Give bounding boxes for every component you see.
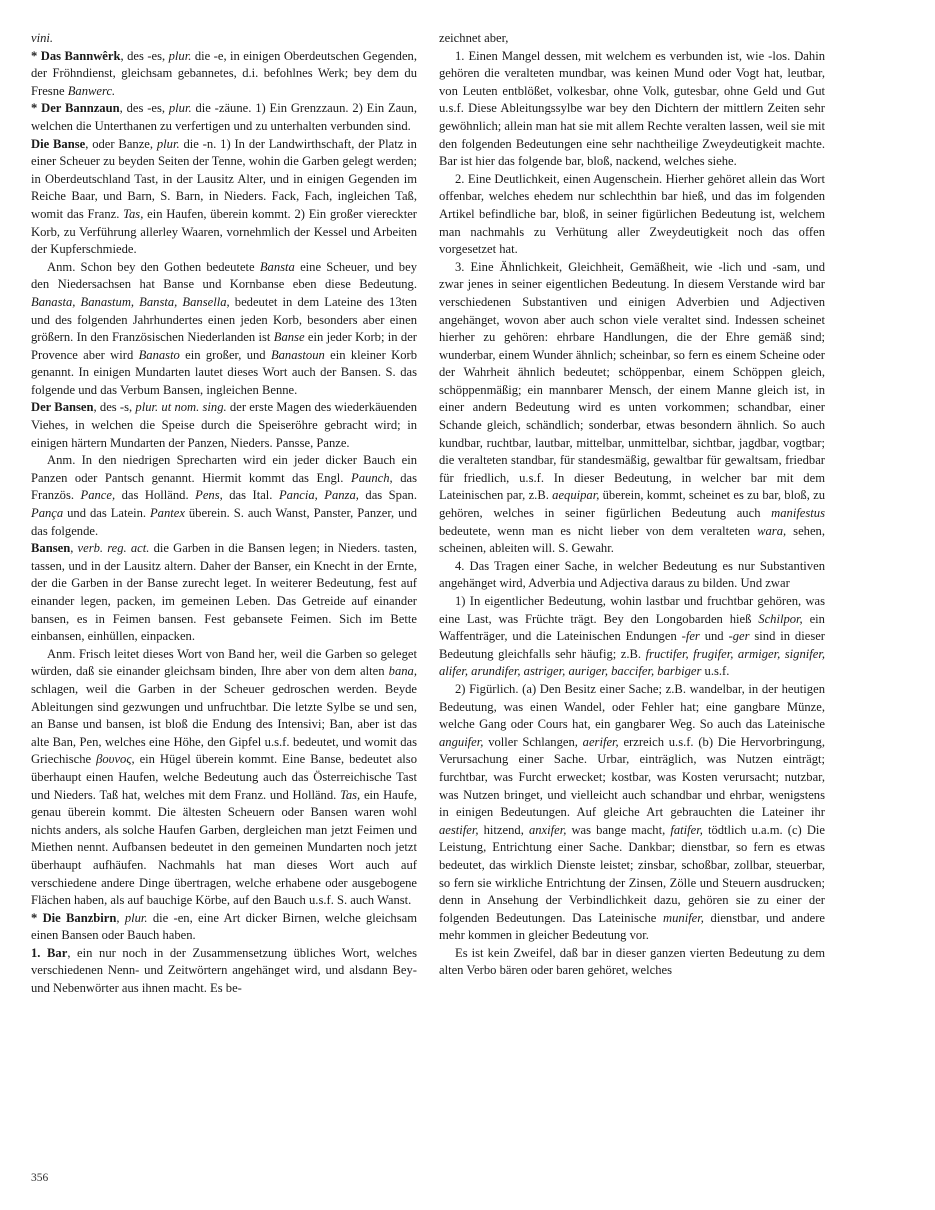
text-run: sehen, scheinen, ableiten will. S. Gewahr. <box>439 523 825 556</box>
italic-text: Pantex <box>149 506 185 521</box>
text-run: ein großer, und <box>179 347 271 362</box>
text-run: 2. Eine Deutlichkeit, einen Augenschein. Hierher gehöret allein das Wort offenbar, welches ehedem nur schlechthin bar hieß, und das im folgenden Artikel befindliche bar, bloß, in seiner figürlichen Bedeutung ist, welchem man nachmahls zu Verhütung aller Zweydeutigkeit noch das offen vorgesetzet hat. <box>439 171 825 257</box>
text-run: ein jeder Korb; in der Provence aber wird <box>31 330 417 362</box>
text-run: die -en, eine Art dicker Birnen, welche gleichsam einen Bansen oder Bauch haben. <box>31 910 417 943</box>
right-note-paragraph <box>439 593 825 681</box>
text-run: ein Waffenträger, und die Lateinischen Endungen <box>439 611 825 644</box>
text-run: eine Scheuer, und bey den Niedersachsen hat Banse und Kornbanse eben diese Bedeutung. <box>31 259 417 292</box>
text-run: die -n. 1) In der Landwirthschaft, der Platz in einer Scheuer zu beyden Seiten der Tenne, wohin die Garben gelegt werden; in Oberdeutschland Tast, in der Lausitz Alter, und in einigen Gegenden im Reiche Baar, und Barn, S. Barn, in Nieders. Fack, Fach, ingleichen Taß, womit das Franz. <box>31 136 417 221</box>
entry-headword: Bansen <box>31 541 71 556</box>
text-run: zeichnet aber, <box>439 31 509 45</box>
left-column <box>31 30 417 998</box>
text-run: 1. Einen Mangel dessen, mit welchem es verbunden ist, wie -los. Dahin gehören die veralteten mundbar, was keinen Mund oder Vogt hat, leutbar, von Leuten entblößet, volkesbar, ohne Volk, gutesbar, ohne Geld und Gut u.s.f. Diese Ableitungssylbe war bey den Dichtern der mittlern Zeiten sehr gewöhnlich; allein man hat sie mit allem Rechte veralten lassen, weil sie mit den folgenden Bedeutungen eine sehr nachtheilige Zweydeutigkeit machte. Bar ist hier das folgende bar, bloß, nackend, welches siehe. <box>439 48 825 169</box>
text-run: Anm. Schon bey den Gothen bedeutete <box>47 259 260 274</box>
entry-headword: * Der Bannzaun <box>31 101 120 116</box>
text-run: das Span. <box>358 488 418 503</box>
text-run: voller Schlangen, <box>483 734 583 749</box>
left-entry-paragraph <box>31 540 417 646</box>
text-run: ein Hügel überein kommt. Eine Banse, bedeutet also überhaupt einen Haufen, welche Bedeutung auch das Österreichische Tast und Nieders. Taß hat, welches mit dem Franz. und Holländ. <box>31 752 417 802</box>
italic-text: Banasta, Banastum, Bansta, Bansella, <box>31 294 230 309</box>
text-run: die -zäune. 1) Ein Grenzzaun. 2) Ein Zaun, welchen die Unterthanen zu verfertigen und zu unterhalten verbunden sind. <box>31 101 418 133</box>
text-run: hitzend, <box>478 822 529 837</box>
entry-headword: * Das Bannwêrk <box>31 48 121 63</box>
text-run: die -e, in einigen Oberdeutschen Gegenden, der Fröhndienst, gleichsam gebannetes, d.i. befohlnes Werk; bey dem du Fresne <box>31 48 418 98</box>
text-run: überein. S. auch Wanst, Panster, Panzer, und das folgende. <box>31 506 417 538</box>
italic-text: aequipar, <box>552 488 600 503</box>
text-run: bedeutet in dem Lateine des 13ten und des folgenden Jahrhundertes einen jeden Korb, besonders aber einen größern. In den Französischen Niederlanden ist <box>31 294 417 345</box>
italic-text: Banse <box>273 330 305 345</box>
right-note-paragraph <box>439 171 825 259</box>
text-run: schlagen, weil die Garben in der Scheuer gedroschen werden. Beyde Ableitungen sind gezwungen und unfruchtbar. Die letzte Sylbe se und sen, an Banse und bansen, ist bloß die Endung des Intensivi; Ban, aber ist das alte Ban, Pen, welches eine Höhe, den Gipfel u.s.f. bedeutet, und womit das Griechische <box>31 681 417 767</box>
italic-text: verb. reg. act. <box>77 541 150 556</box>
text-run: , <box>116 910 125 925</box>
italic-text: fatifer, <box>670 822 703 837</box>
text-run: überein, kommt, scheinet es zu bar, bloß, zu gehören, welches in seiner figürlichen Bedeutung auch <box>439 488 825 521</box>
italic-text: Tas, <box>340 787 361 802</box>
text-run: , des -es, <box>120 48 169 63</box>
italic-text: Pancia, Panza, <box>278 488 359 503</box>
text-run: das Ital. <box>222 488 279 503</box>
italic-text: -fer <box>681 629 700 644</box>
text-run: und <box>699 629 729 644</box>
page-number: 356 <box>31 1172 49 1184</box>
text-run: der erste Magen des wiederkäuenden Viehes, in welchen die Speise durch die Speiseröhre gebracht wird; in einigen härtern Mundarten der Panzen, Nieders. Pansse, Panze. <box>31 400 418 450</box>
italic-text: Bansta <box>259 259 295 274</box>
italic-text: anxifer, <box>528 822 567 837</box>
italic-text: plur. ut nom. sing. <box>135 400 227 415</box>
italic-text: plur. <box>156 136 180 151</box>
italic-text: Banasto <box>138 347 180 362</box>
left-entry-paragraph <box>31 48 417 101</box>
italic-text: fructifer, frugifer, armiger, signifer, alifer, arundifer, astriger, auriger, baccifer, barbiger <box>439 646 825 679</box>
left-note-paragraph <box>31 452 417 540</box>
text-run: das Holländ. <box>115 488 196 503</box>
text-run: das Französ. <box>31 470 418 503</box>
text-run: sind in dieser Bedeutung gleichfalls sehr häufig; z.B. <box>439 629 826 661</box>
right-note-paragraph <box>439 681 825 945</box>
italic-text: plur. <box>168 101 192 116</box>
text-run: dienstbar, und andere mehr kommen in gleicher Bedeutung vor. <box>439 910 825 943</box>
text-run: , des -s, <box>93 400 136 415</box>
text-run: , ein nur noch in der Zusammensetzung übliches Wort, welches verschiedenen Nenn- und Zeitwörtern angehänget wird, und alsdann Bey- und Nebenwörter aus ihnen macht. Es be- <box>31 945 417 996</box>
text-run: , <box>70 541 78 556</box>
text-run: ein kleiner Korb genannt. In einigen Mundarten lautet dieses Wort auch der Bansen. S. das folgende und das Verbum Bansen, ingleichen Benne. <box>31 347 418 397</box>
left-entry-paragraph <box>31 910 417 945</box>
text-run: Es ist kein Zweifel, daß bar in dieser ganzen vierten Bedeutung zu dem alten Verbo bären oder baren gehöret, welches <box>439 945 825 978</box>
text-run: Anm. Frisch leitet dieses Wort von Band her, weil die Garben so geleget würden, daß sie einander gleichsam binden, Ihre aber von dem alten <box>31 646 417 679</box>
italic-text: aerifer, <box>582 734 619 749</box>
italic-text: manifestus <box>771 506 825 521</box>
italic-text: plur. <box>124 910 148 925</box>
text-run: , oder Banze, <box>85 136 157 151</box>
italic-text: -ger <box>728 629 750 644</box>
text-run: und das Latein. <box>63 506 150 521</box>
text-run: 3. Eine Ähnlichkeit, Gleichheit, Gemäßheit, wie -lich und -sam, und zwar jenes in seiner eigentlichen Bedeutung. In diesem Verstande wird bar verschiedenen Substantiven und einigen Adverbien und Adjectiven angehänget, wovon aber auch schon viele veraltet sind. Indessen scheinet hierher zu gehören: ehrbare Handlungen, die der Ehre gemäß sind; wunderbar, einem Wunder ähnlich; scheinbar, so fern es einem Scheine oder der Wahrheit ähnlich bedeutet; schöppenbar, einem Schöppen gleich, schöppenmäßig; ein mannbarer Mensch, der einem Manne gleich ist, in einer andern Bedeutung wird es unten vorkommen; schandbar, einer Schande gleich, schändlich; sonderbar, etwas besondern ähnlich. So auch kundbar, ruchtbar, lautbar, mittelbar, unmittelbar, sichtbar, jagdbar, vogtbar; die veralteten standbar, für standesmäßig, gewaltbar für gewaltsam, friedbar für friedlich, u.s.f. In dieser Bedeutung, in welcher bar mit dem Lateinischen par, z.B. <box>439 259 825 503</box>
right-note-paragraph <box>439 48 825 171</box>
italic-text: Pens, <box>195 488 223 503</box>
right-note-paragraph <box>439 945 825 980</box>
entry-headword: * Die Banzbirn <box>31 910 117 925</box>
text-run: , des -es, <box>119 101 169 116</box>
left-entry-paragraph <box>31 945 417 998</box>
left-note-paragraph <box>31 646 417 910</box>
italic-text: bana, <box>388 664 417 679</box>
text-run: ein Haufe, genau überein kommt. Die ältesten Scheuern oder Bansen waren wohl nichts anders, als solche Haufen Garben, dergleichen man jetzt Feimen und Miethen nennt. Aufbansen bedeutet in den gemeinen Mundarten noch jetzt überhaupt aufhäufen. Nachmahls hat man dieses Wort auch auf verschiedene andere Dinge übertragen, welche erhabene oder ausgebogene Flächen haben, als auf bauchige Körbe, auf den Bauch u.s.f. S. auch Wanst. <box>31 787 417 908</box>
italic-text: βουνος, <box>96 752 135 767</box>
italic-text: Paunch, <box>351 470 393 485</box>
text-run: erzreich u.s.f. (b) Die Hervorbringung, Verursachung einer Sache. Urbar, einträglich, was Nutzen einträgt; furchtbar, was Furcht erwecket; kostbar, was Kosten verursacht; nutzbar, was Nutzen bringet, und vielleicht auch schandbar und ehrbar, wenigstens in einigen Bedeutungen. Auf gleiche Art gebrauchten die Lateiner ihr <box>439 734 825 820</box>
left-note-paragraph <box>31 259 417 400</box>
text-run: die Garben in die Bansen legen; in Nieders. tasten, tassen, und in der Lausitz altern. Daher der Banser, ein Knecht in der Ernte, der die Garben in der Banse zurecht leget. In weiterer Bedeutung, fest auf einander legen, packen, im gemeinen Leben. Das Getreide auf einander bansen, es in Feimen bansen. Fest gebansete Feimen. Sich im Bette einbansen, einhüllen, einpacken. <box>31 541 418 644</box>
text-run: Anm. In den niedrigen Sprecharten wird ein jeder dicker Bauch ein Panzen oder Pantsch genannt. Hiermit kommt das Engl. <box>31 453 417 485</box>
right-plain-paragraph <box>439 30 825 48</box>
text-run: was bange macht, <box>566 822 671 837</box>
text-run: tödtlich u.a.m. (c) Die Leistung, Entrichtung einer Sache. Dankbar; dienstbar, so fern es etwas bedeutet, das wirklich Dienste leistet; zinsbar, schoßbar, zollbar, steuerbar, so fern sie wirkliche Entrichtung der Zinsen, Zölle und Steuern ausdrucken; denn in Ansehung der Verbindlichkeit dazu, gehören sie zu einer der folgenden Bedeutungen. Das Lateinische <box>439 822 826 925</box>
italic-text: wara, <box>757 523 787 538</box>
italic-text: vini. <box>31 31 54 45</box>
italic-text: Schilpor, <box>758 611 803 626</box>
italic-text: Banastoun <box>270 347 325 362</box>
italic-text: aestifer, <box>439 822 479 837</box>
italic-text: anguifer, <box>439 734 484 749</box>
left-entry-paragraph <box>31 100 417 135</box>
dictionary-page <box>31 30 825 1180</box>
left-entry-paragraph <box>31 136 417 259</box>
entry-headword: Der Bansen <box>31 400 94 415</box>
entry-headword: 1. Bar <box>31 945 68 960</box>
text-run: bedeutete, wenn man es nicht lieber von dem veralteten <box>439 523 758 538</box>
left-entry-paragraph <box>31 399 417 452</box>
italic-text: plur. <box>168 48 192 63</box>
text-run: u.s.f. <box>701 664 730 679</box>
right-note-paragraph <box>439 558 825 593</box>
italic-text: Tas, <box>123 206 144 221</box>
right-column <box>439 30 825 980</box>
text-run: 4. Das Tragen einer Sache, in welcher Bedeutung es nur Substantiven angehänget wird, Adverbia und Adjectiva daraus zu bilden. Und zwar <box>439 558 825 591</box>
text-run: 2) Figürlich. (a) Den Besitz einer Sache; z.B. wandelbar, in der heutigen Bedeutung, was einen Wandel, oder Fehler hat; eine gangbare Münze, welche Gang oder Cours hat, ein gangbarer Weg. So auch das Lateinische <box>439 681 825 732</box>
right-note-paragraph <box>439 259 825 558</box>
text-run: 1) In eigentlicher Bedeutung, wohin lastbar und fruchtbar gehören, was eine Last, was Früchte trägt. Bey den Longobarden hieß <box>439 594 825 626</box>
italic-text: munifer, <box>663 910 704 925</box>
italic-text: Pance, <box>80 488 116 503</box>
entry-headword: Die Banse <box>31 136 86 151</box>
italic-text: Banwerc. <box>67 83 116 98</box>
text-run: ein Haufen, überein kommt. 2) Ein großer viereckter Korb, zu Verführung allerley Waaren, vornehmlich der Kessel und Arbeiten der Kupferschmiede. <box>31 206 417 257</box>
italic-text: Pança <box>31 506 64 521</box>
left-plain-paragraph <box>31 30 417 48</box>
